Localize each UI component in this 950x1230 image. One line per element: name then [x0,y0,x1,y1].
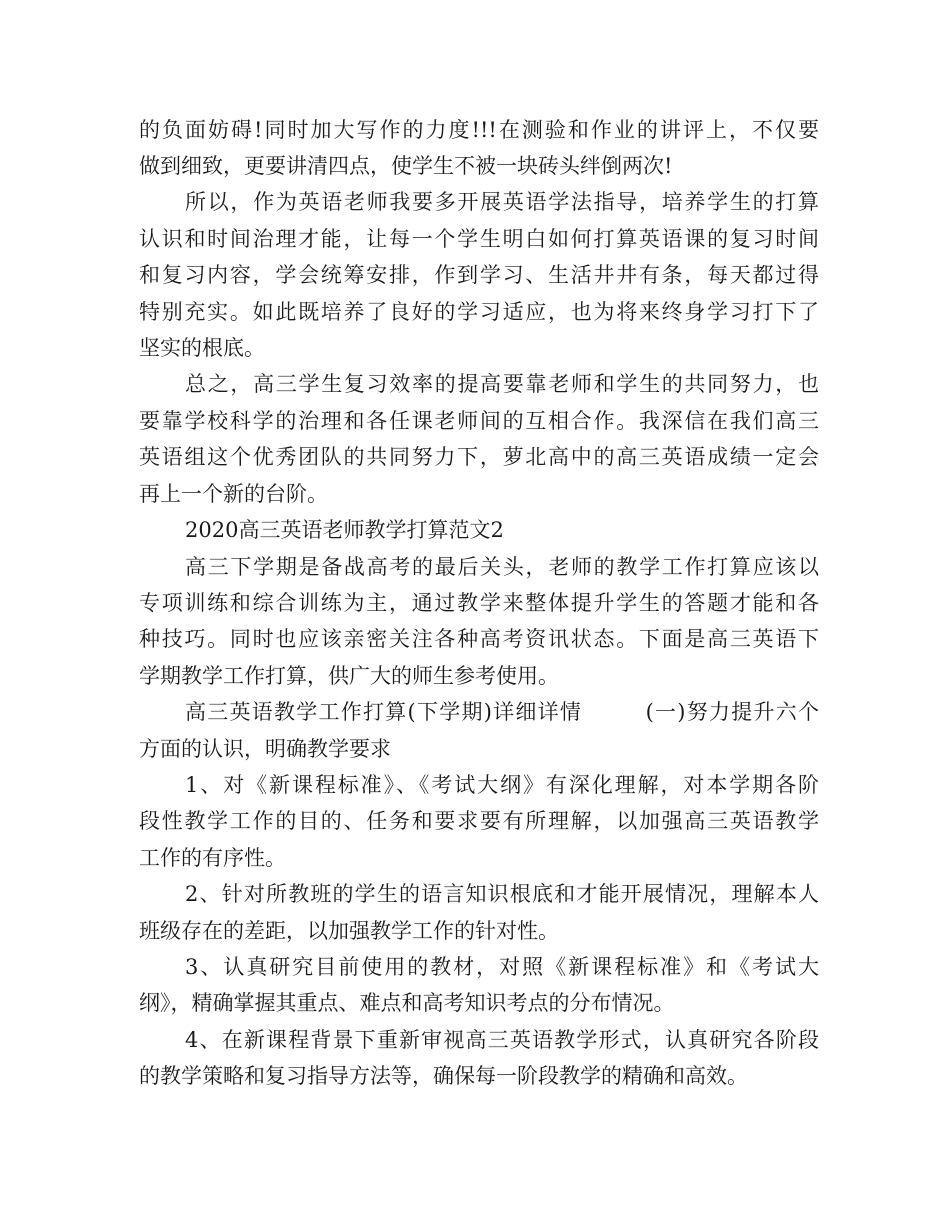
text-line: 特别充实。如此既培养了良好的学习适应，也为将来终身学习打下了 [139,300,819,324]
list-item-line: 2、针对所教班的学生的语言知识根底和才能开展情况，理解本人 [185,882,819,906]
paragraph-start-line: 所以，作为英语老师我要多开展英语学法指导，培养学生的打算 [185,190,819,214]
text-line: 坚实的根底。 [139,336,265,360]
text-line: 班级存在的差距，以加强教学工作的针对性。 [139,919,559,943]
paragraph-start-line: 高三下学期是备战高考的最后关头，老师的教学工作打算应该以 [185,555,819,579]
text-line: 学期教学工作打算，供广大的师生参考使用。 [139,664,559,688]
text-line: 和复习内容，学会统筹安排，作到学习、生活井井有条，每天都过得 [139,263,819,287]
list-item-line: 4、在新课程背景下重新审视高三英语教学形式，认真研究各阶段 [185,1028,819,1052]
text-line: 要靠学校科学的治理和各任课老师间的互相合作。我深信在我们高三 [139,409,819,433]
text-line: 的教学策略和复习指导方法等，确保每一阶段教学的精确和高效。 [139,1064,748,1088]
text-line: 纲》，精确掌握其重点、难点和高考知识考点的分布情况。 [139,991,675,1015]
text-line: 做到细致，更要讲清四点，使学生不被一块砖头绊倒两次! [139,154,673,178]
text-line: 段性教学工作的目的、任务和要求要有所理解，以加强高三英语教学 [139,809,819,833]
text-line: 英语组这个优秀团队的共同努力下，萝北高中的高三英语成绩一定会 [139,445,819,469]
text-line: 工作的有序性。 [139,846,286,870]
list-item-line: 3、认真研究目前使用的教材，对照《新课程标准》和《考试大 [185,955,819,979]
section-heading: 2020高三英语老师教学打算范文2 [185,518,504,542]
text-line: 再上一个新的台阶。 [139,482,328,506]
text-line: 方面的认识，明确教学要求 [139,737,391,761]
text-line: 种技巧。同时也应该亲密关注各种高考资讯状态。下面是高三英语下 [139,627,819,651]
paragraph-start-line: 总之，高三学生复习效率的提高要靠老师和学生的共同努力，也 [185,372,819,396]
text-line: 认识和时间治理才能，让每一个学生明白如何打算英语课的复习时间 [139,227,819,251]
text-line: 专项训练和综合训练为主，通过教学来整体提升学生的答题才能和各 [139,591,819,615]
text-line: 的负面妨碍!同时加大写作的力度!!!在测验和作业的讲评上，不仅要 [139,118,819,142]
paragraph-start-line: 高三英语教学工作打算(下学期)详细详情 (一)努力提升六个 [185,700,819,724]
list-item-line: 1、对《新课程标准》、《考试大纲》有深化理解，对本学期各阶 [185,773,819,797]
